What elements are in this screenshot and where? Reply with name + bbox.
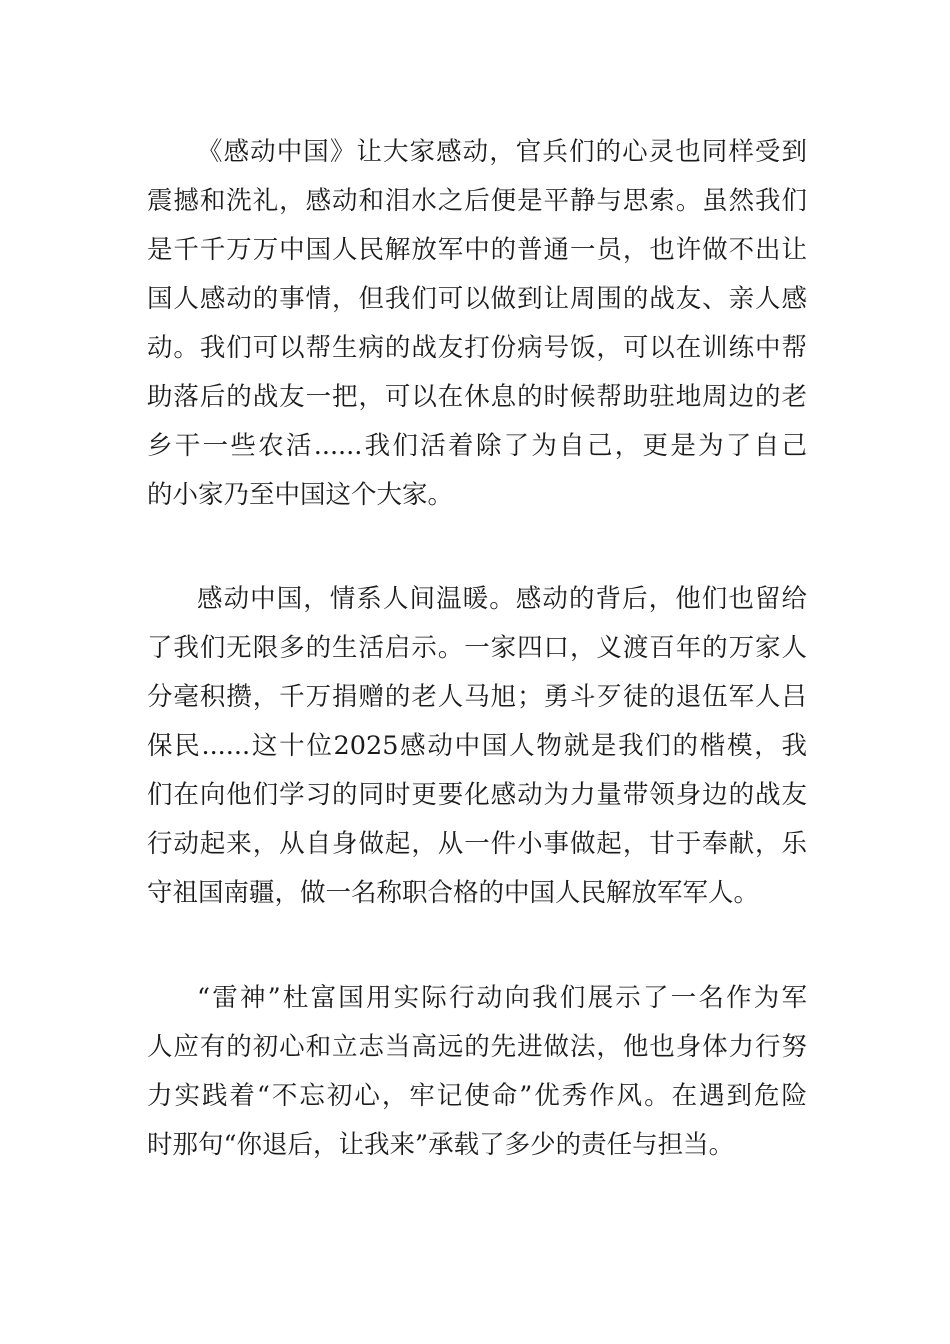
paragraph-line: 的小家乃至中国这个大家。 bbox=[147, 480, 454, 510]
paragraph-line: 了我们无限多的生活启示。一家四口，义渡百年的万家人 bbox=[147, 633, 807, 663]
paragraph-line: 感动中国，情系人间温暖。感动的背后，他们也留给 bbox=[197, 584, 807, 614]
paragraph-line: 乡干一些农活......我们活着除了为自己，更是为了自己 bbox=[147, 431, 807, 461]
paragraph-line: 《感动中国》让大家感动，官兵们的心灵也同样受到 bbox=[197, 137, 807, 167]
paragraph-line: 人应有的初心和立志当高远的先进做法，他也身体力行努 bbox=[147, 1032, 807, 1062]
paragraph-line: 是千千万万中国人民解放军中的普通一员，也许做不出让 bbox=[147, 235, 807, 265]
paragraph-line: 助落后的战友一把，可以在休息的时候帮助驻地周边的老 bbox=[147, 382, 807, 412]
paragraph-line: 保民......这十位2025感动中国人物就是我们的楷模，我 bbox=[147, 731, 807, 761]
paragraph-line: 国人感动的事情，但我们可以做到让周围的战友、亲人感 bbox=[147, 284, 807, 314]
paragraph-line: “雷神”杜富国用实际行动向我们展示了一名作为军 bbox=[197, 983, 807, 1013]
paragraph-line: 守祖国南疆，做一名称职合格的中国人民解放军军人。 bbox=[147, 878, 760, 908]
paragraph-line: 震撼和洗礼，感动和泪水之后便是平静与思索。虽然我们 bbox=[147, 186, 807, 216]
paragraph-line: 力实践着“不忘初心，牢记使命”优秀作风。在遇到危险 bbox=[147, 1081, 807, 1111]
paragraph-line: 行动起来，从自身做起，从一件小事做起，甘于奉献，乐 bbox=[147, 829, 807, 859]
paragraph-line: 们在向他们学习的同时更要化感动为力量带领身边的战友 bbox=[147, 780, 807, 810]
paragraph-line: 动。我们可以帮生病的战友打份病号饭，可以在训练中帮 bbox=[147, 333, 807, 363]
paragraph-line: 分毫积攒，千万捐赠的老人马旭；勇斗歹徒的退伍军人吕 bbox=[147, 682, 807, 712]
paragraph-line: 时那句“你退后，让我来”承载了多少的责任与担当。 bbox=[147, 1130, 735, 1160]
